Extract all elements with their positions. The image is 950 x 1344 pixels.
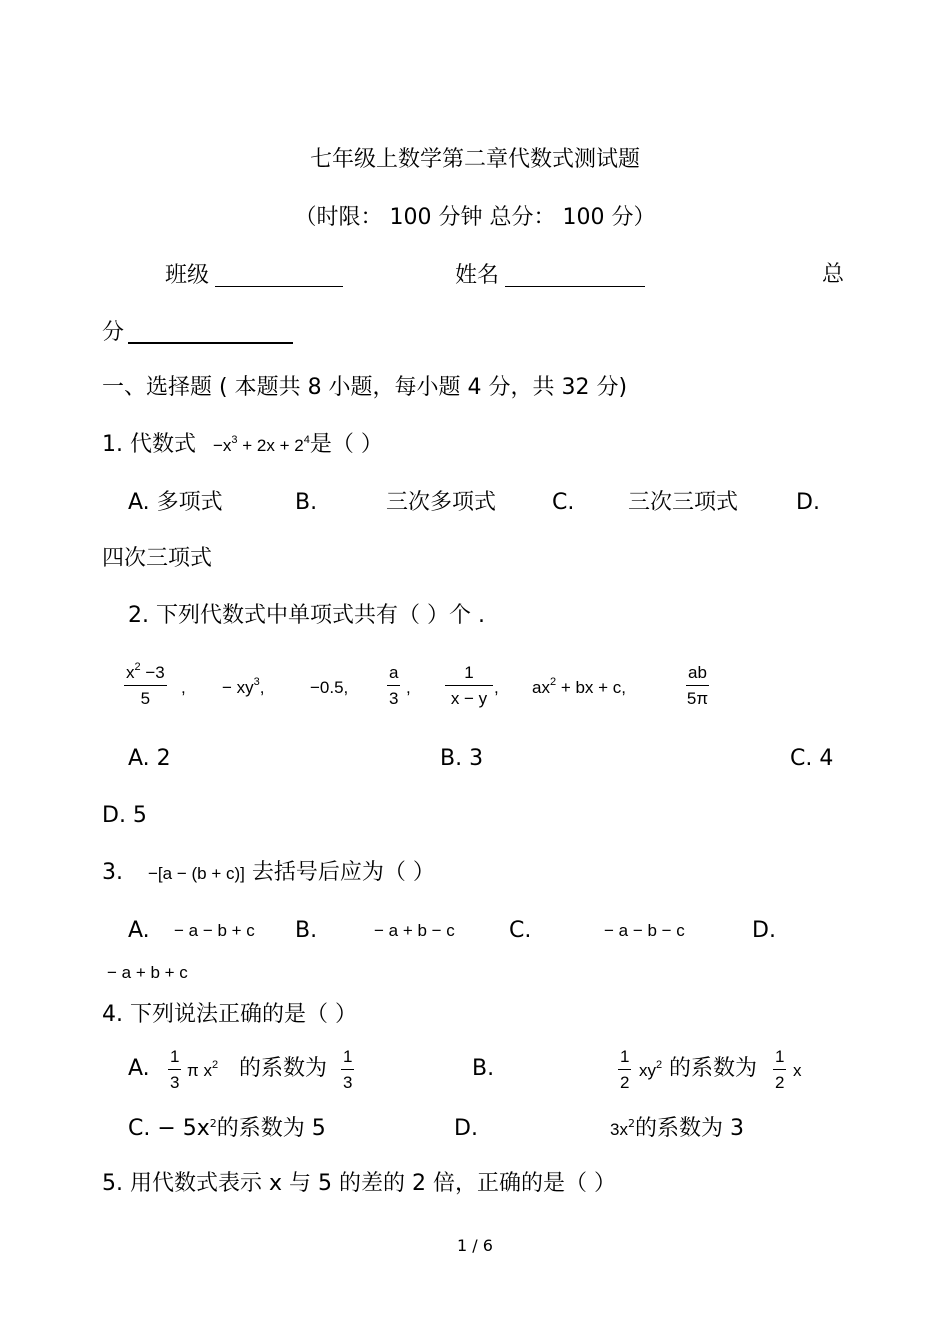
class-label: 班级 bbox=[165, 263, 210, 288]
q3-option-d-expr: − a + b + c bbox=[107, 963, 188, 982]
q4-option-d-text: $3x^2$的系数为 3 bbox=[610, 1116, 744, 1141]
q4-option-b-frac: $\frac{1}{2}$ bbox=[620, 1047, 630, 1092]
question-1 bbox=[102, 434, 383, 456]
q2-expr-4: $\frac{a}{3}$ bbox=[389, 663, 399, 708]
question-1-stem: 1. 代数式 bbox=[102, 432, 196, 457]
q3-option-b-letter[interactable]: B. bbox=[295, 918, 318, 943]
q3-option-d-letter[interactable]: D. bbox=[752, 918, 776, 943]
total-label-2: 分 bbox=[102, 320, 125, 345]
question-4-stem: 4. 下列说法正确的是（ ） bbox=[102, 1002, 357, 1027]
q3-option-b-expr: − a + b − c bbox=[374, 921, 455, 940]
q1-option-c-letter[interactable]: C. bbox=[552, 490, 575, 515]
q3-option-a-letter[interactable]: A. bbox=[128, 918, 150, 943]
q4-option-c[interactable]: C. − $5x^2$的系数为 5 bbox=[128, 1116, 326, 1141]
q3-option-a-expr: − a − b + c bbox=[174, 921, 255, 940]
question-1-tail: 是（ ） bbox=[309, 432, 383, 457]
q2-expr-1-comma: , bbox=[181, 678, 186, 697]
class-field bbox=[165, 264, 343, 287]
q2-option-a[interactable]: A. 2 bbox=[128, 746, 171, 771]
name-blank[interactable] bbox=[505, 264, 645, 287]
q1-option-a[interactable]: A. 多项式 bbox=[128, 490, 223, 515]
q4-option-a-letter[interactable]: A. bbox=[128, 1056, 150, 1081]
q2-option-b[interactable]: B. 3 bbox=[440, 746, 484, 771]
q4-option-a-answer: $\frac{1}{3}$ bbox=[343, 1047, 353, 1092]
section-heading: 一、选择题 ( 本题共 8 小题，每小题 4 分，共 32 分) bbox=[102, 375, 628, 400]
question-3 bbox=[102, 862, 435, 884]
q1-option-d-text: 四次三项式 bbox=[102, 546, 213, 571]
question-1-expr: $-x^3 + 2x + 2^4$ bbox=[212, 434, 310, 455]
q2-option-d[interactable]: D. 5 bbox=[102, 803, 147, 828]
q1-option-d-letter[interactable]: D. bbox=[796, 490, 820, 515]
q2-expr-2: − $xy^3$, bbox=[222, 676, 265, 697]
page-subtitle: （时限： 100 分钟 总分： 100 分） bbox=[294, 205, 656, 230]
q2-expr-5: $\frac{1}{x - y}$ bbox=[445, 664, 493, 707]
q1-option-c-text: 三次三项式 bbox=[628, 490, 739, 515]
page-number: 1 / 6 bbox=[457, 1236, 493, 1255]
q2-expr-1: $\frac{x^2 -3}{5}$ bbox=[126, 661, 165, 708]
q4-option-b-answer: $\frac{1}{2}$ bbox=[775, 1047, 785, 1092]
class-blank[interactable] bbox=[215, 264, 343, 287]
q2-expr-5-comma: , bbox=[494, 678, 499, 697]
total-field bbox=[102, 320, 293, 344]
question-5-stem: 5. 用代数式表示 x 与 5 的差的 2 倍，正确的是（ ） bbox=[102, 1171, 616, 1196]
q4-option-a-frac: $\frac{1}{3}$ bbox=[170, 1047, 180, 1092]
question-3-tail: 去括号后应为（ ） bbox=[251, 860, 435, 885]
q2-expr-4-comma: , bbox=[406, 678, 411, 697]
q4-option-b-answer-x: x bbox=[793, 1061, 802, 1080]
name-label: 姓名 bbox=[455, 263, 500, 288]
total-label-1: 总 bbox=[822, 262, 845, 287]
q4-option-d-letter[interactable]: D. bbox=[454, 1116, 478, 1141]
total-blank[interactable] bbox=[128, 320, 293, 344]
q2-expr-3: −0.5, bbox=[310, 678, 349, 697]
q4-option-b-term: $xy^2$ bbox=[639, 1059, 663, 1080]
q4-option-b-letter[interactable]: B. bbox=[472, 1056, 495, 1081]
name-field bbox=[455, 264, 645, 287]
question-2-stem: 2. 下列代数式中单项式共有（ ）个 . bbox=[128, 603, 485, 628]
q4-option-a-term: π $x^2$ bbox=[187, 1059, 219, 1080]
q3-option-c-expr: − a − b − c bbox=[604, 921, 685, 940]
q1-option-b-text: 三次多项式 bbox=[386, 490, 497, 515]
page-title: 七年级上数学第二章代数式测试题 bbox=[309, 147, 640, 172]
q2-option-c[interactable]: C. 4 bbox=[790, 746, 834, 771]
q3-option-c-letter[interactable]: C. bbox=[509, 918, 532, 943]
q2-expr-7: $\frac{ab}{5\pi}$ bbox=[686, 663, 709, 708]
q4-option-a-text: 的系数为 bbox=[239, 1056, 328, 1081]
q4-option-b-text: 的系数为 bbox=[669, 1056, 758, 1081]
question-3-number: 3. bbox=[102, 860, 123, 885]
q2-expr-6: $ax^2$ + bx + c, bbox=[532, 676, 627, 697]
question-3-expr: −[a − (b + c)] bbox=[148, 864, 245, 883]
q1-option-b-letter[interactable]: B. bbox=[295, 490, 318, 515]
